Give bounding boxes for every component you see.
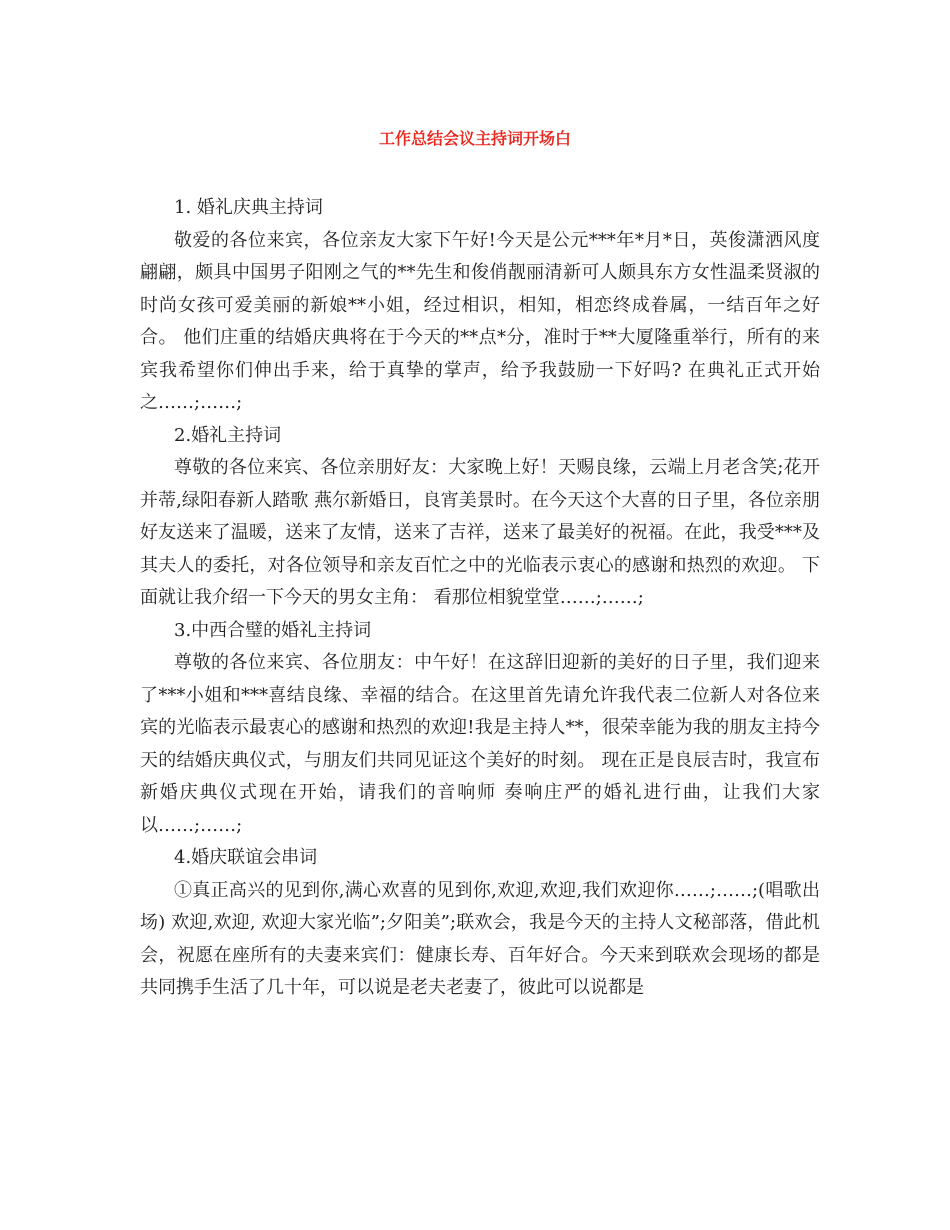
section-heading: 4.婚庆联谊会串词 [174, 847, 318, 868]
section-paragraph: 尊敬的各位来宾、各位朋友：中午好！在这辞旧迎新的美好的日子里，我们迎来了***小姐和***喜结良缘、幸福的结合。在这里首先请允许我代表二位新人对各位来宾的光临表示最衷心的感谢和热烈的欢迎!我是主持人**，很荣幸能为我的朋友主持今天的结婚庆典仪式，与朋友们共同见证这个美好的时刻。 现在正是良辰吉时，我宣布新婚庆典仪式现在开始，请我们的音响师 奏响庄严的婚礼进行曲，让我们大家以……;……; [140, 652, 820, 836]
section-paragraph: 敬爱的各位来宾，各位亲友大家下午好!今天是公元***年*月*日，英俊潇洒风度翩翩，颇具中国男子阳刚之气的**先生和俊俏靓丽清新可人颇具东方女性温柔贤淑的时尚女孩可爱美丽的新娘**小姐，经过相识，相知，相恋终成眷属，一结百年之好合。 他们庄重的结婚庆典将在于今天的**点*分，准时于**大厦隆重举行，所有的来宾我希望你们伸出手来，给于真挚的掌声，给予我鼓励一下好吗? 在典礼正式开始之……;……; [140, 229, 820, 413]
section-heading: 2.婚礼主持词 [174, 424, 282, 446]
section-paragraph: 尊敬的各位来宾、各位亲朋好友：大家晚上好！天赐良缘，云端上月老含笑;花开并蒂,绿阳春新人踏歌 燕尔新婚日，良宵美景时。在今天这个大喜的日子里，各位亲朋好友送来了温暖，送来了友情，送来了吉祥，送来了最美好的祝福。在此，我受***及其夫人的委托，对各位领导和亲友百忙之中的光临表示衷心的感谢和热烈的欢迎。 下面就让我介绍一下今天的男女主角： 看那位相貌堂堂……;……; [140, 457, 820, 608]
section-paragraph: ①真正高兴的见到你,满心欢喜的见到你,欢迎,欢迎,我们欢迎你……;……;(唱歌出场) 欢迎,欢迎, 欢迎大家光临”;夕阳美”;联欢会，我是今天的主持人文秘部落，借此机会，祝愿在座所有的夫妻来宾们：健康长寿、百年好合。今天来到联欢会现场的都是共同携手生活了几十年，可以说是老夫老妻了，彼此可以说都是 [140, 879, 820, 998]
section-heading: 3.中西合璧的婚礼主持词 [174, 619, 372, 641]
section-heading: 1. 婚礼庆典主持词 [174, 197, 323, 218]
document-body [140, 192, 820, 1005]
document-title: 工作总结会议主持词开场白 [378, 129, 571, 148]
